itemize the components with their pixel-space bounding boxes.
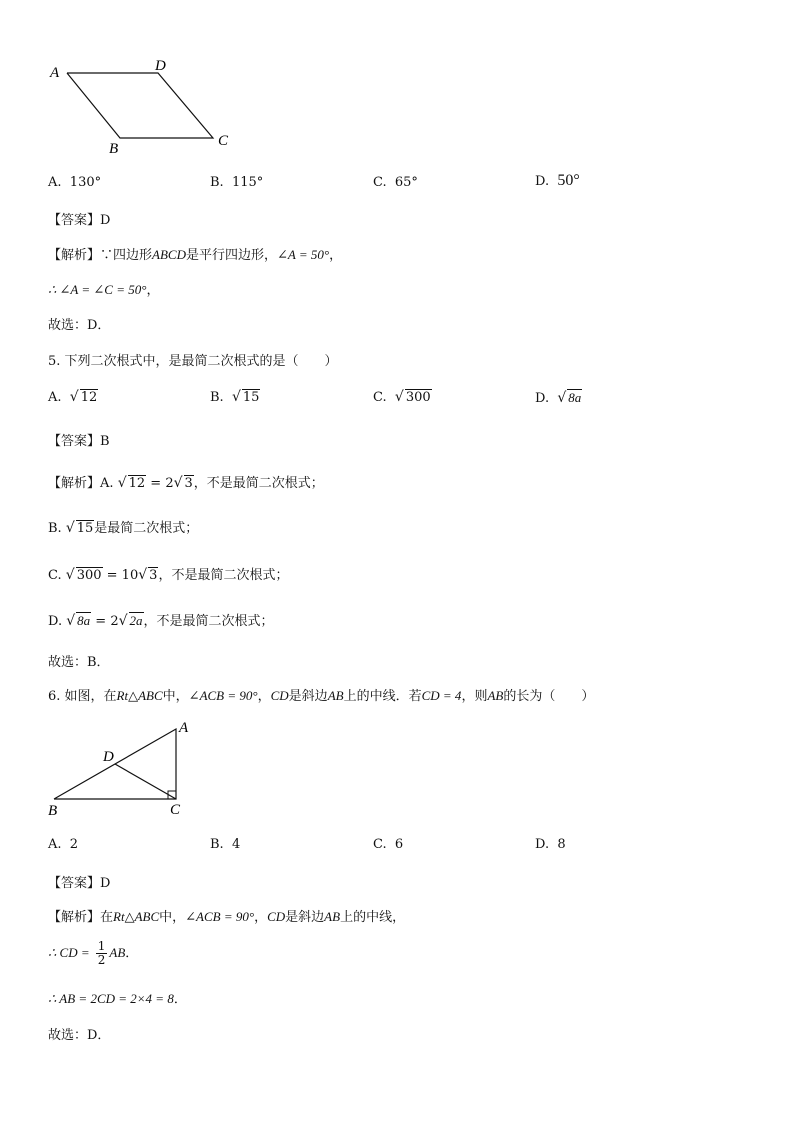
option-letter: D. bbox=[535, 174, 550, 189]
fraction bbox=[96, 940, 108, 967]
text: 中， bbox=[159, 910, 186, 925]
vertex-label-b: B bbox=[109, 141, 119, 157]
option-letter: C. bbox=[373, 837, 387, 852]
q6-option-d bbox=[535, 837, 566, 852]
fraction-denominator: 2 bbox=[97, 953, 106, 967]
text: 6. 如图，在 bbox=[48, 689, 117, 704]
vertex-label-b: B bbox=[48, 803, 58, 819]
vertex-label-d: D bbox=[103, 749, 114, 765]
text: A. bbox=[100, 476, 114, 491]
fraction-numerator: 1 bbox=[97, 939, 106, 953]
math: AB bbox=[487, 688, 504, 703]
option-text: 115° bbox=[231, 175, 264, 190]
q6-conclusion: 故选：D． bbox=[48, 1028, 111, 1043]
q6-analysis-line2 bbox=[48, 940, 138, 967]
math: ∴ AB = 2CD = 2×4 = 8 bbox=[48, 991, 174, 1006]
text: B. bbox=[48, 521, 62, 536]
q5-option-a bbox=[48, 389, 98, 405]
text: 上的中线， bbox=[340, 910, 406, 925]
option-text: 65° bbox=[394, 175, 418, 190]
radical-sign: √ bbox=[557, 390, 567, 406]
radical-sign: √ bbox=[69, 389, 79, 405]
math: ∠A = 50° bbox=[277, 247, 330, 262]
text: ，则 bbox=[461, 689, 488, 704]
radicand: 12 bbox=[128, 476, 146, 491]
text: ，不是最简二次根式； bbox=[143, 614, 274, 629]
vertex-label-c: C bbox=[170, 802, 181, 818]
radical-sign: √ bbox=[173, 475, 183, 491]
text: ， bbox=[254, 910, 268, 925]
math: ∴ CD = bbox=[48, 945, 90, 960]
option-letter: A. bbox=[48, 175, 62, 190]
text: 是最简二次根式； bbox=[94, 521, 199, 536]
q4-option-b bbox=[210, 175, 263, 190]
text: 的长为（ ） bbox=[503, 689, 595, 704]
math: Rt△ABC bbox=[116, 688, 163, 703]
text: 是斜边 bbox=[288, 689, 328, 704]
text: ， bbox=[329, 248, 343, 263]
math: = 10 bbox=[106, 568, 139, 583]
radical-sign: √ bbox=[65, 520, 75, 536]
q6-option-a bbox=[48, 837, 78, 852]
parallelogram-figure bbox=[40, 55, 250, 160]
math: AB bbox=[109, 945, 126, 960]
math: ∠ACB = 90° bbox=[188, 688, 258, 703]
q4-conclusion: 故选：D． bbox=[48, 318, 111, 333]
q6-analysis-line1 bbox=[48, 906, 405, 925]
math: CD bbox=[267, 909, 286, 924]
q6-question bbox=[48, 685, 594, 704]
q4-option-d bbox=[535, 172, 580, 190]
parallelogram-edges bbox=[67, 73, 213, 138]
option-letter: B. bbox=[210, 175, 224, 190]
q5-analysis-c bbox=[48, 564, 288, 583]
radicand: 3 bbox=[184, 476, 193, 491]
q5-analysis-d bbox=[48, 610, 274, 629]
option-letter: B. bbox=[210, 390, 224, 405]
text: ， bbox=[146, 283, 160, 298]
radicand: 8a bbox=[77, 613, 91, 628]
text: ． bbox=[125, 946, 139, 961]
right-triangle-figure bbox=[40, 715, 210, 820]
q5-question: 5. 下列二次根式中，是最简二次根式的是（ ） bbox=[48, 354, 338, 369]
radical-sign: √ bbox=[231, 389, 241, 405]
text: 是斜边 bbox=[285, 910, 325, 925]
q4-answer: 【答案】D bbox=[48, 213, 111, 228]
vertex-label-c: C bbox=[218, 133, 229, 149]
option-letter: A. bbox=[48, 390, 62, 405]
math: CD bbox=[270, 688, 289, 703]
math: = 2 bbox=[150, 476, 174, 491]
analysis-tag: 【解析】 bbox=[48, 910, 101, 925]
q5-analysis-b bbox=[48, 517, 198, 536]
text: C. bbox=[48, 568, 62, 583]
radical-sign: √ bbox=[65, 567, 75, 583]
q5-option-d bbox=[535, 389, 582, 406]
option-letter: D. bbox=[535, 837, 550, 852]
analysis-tag: 【解析】 bbox=[48, 248, 101, 263]
math: Rt△ABC bbox=[113, 909, 160, 924]
q4-analysis-line1 bbox=[48, 244, 342, 263]
q5-conclusion: 故选：B． bbox=[48, 655, 110, 670]
math: AB bbox=[327, 688, 344, 703]
q4-option-a bbox=[48, 175, 101, 190]
text: D. bbox=[48, 614, 63, 629]
text: 上的中线．若 bbox=[343, 689, 422, 704]
vertex-label-d: D bbox=[155, 58, 166, 74]
q5-answer: 【答案】B bbox=[48, 434, 110, 449]
option-letter: C. bbox=[373, 175, 387, 190]
q6-option-c bbox=[373, 837, 403, 852]
vertex-label-a: A bbox=[50, 65, 60, 81]
math: ∴ ∠A = ∠C = 50° bbox=[48, 282, 147, 297]
text: 在 bbox=[100, 910, 114, 925]
radicand: 300 bbox=[405, 390, 431, 405]
option-text: 50° bbox=[557, 172, 580, 189]
parallelogram-shape bbox=[67, 73, 213, 138]
q6-analysis-line3 bbox=[48, 988, 187, 1007]
radical-sign: √ bbox=[394, 389, 404, 405]
math: = 2 bbox=[95, 614, 119, 629]
radical-sign: √ bbox=[117, 475, 127, 491]
q4-analysis-line2 bbox=[48, 279, 159, 298]
radical-sign: √ bbox=[118, 613, 128, 629]
option-text: 2 bbox=[69, 837, 79, 852]
text: ，不是最简二次根式； bbox=[158, 568, 289, 583]
math: ∠ACB = 90° bbox=[185, 909, 255, 924]
vertex-label-a: A bbox=[179, 720, 189, 736]
text: 是平行四边形， bbox=[185, 248, 277, 263]
text: ， bbox=[257, 689, 271, 704]
text: 中， bbox=[162, 689, 189, 704]
radicand: 15 bbox=[242, 390, 260, 405]
radical-sign: √ bbox=[138, 567, 148, 583]
option-letter: D. bbox=[535, 391, 550, 406]
math: CD = 4 bbox=[421, 688, 462, 703]
math: ABCD bbox=[152, 247, 186, 262]
median-cd bbox=[115, 764, 176, 799]
option-text: 6 bbox=[394, 837, 404, 852]
radicand: 12 bbox=[80, 390, 98, 405]
math: AB bbox=[324, 909, 341, 924]
radicand: 2a bbox=[129, 613, 143, 628]
text: ，不是最简二次根式； bbox=[193, 476, 324, 491]
q6-answer: 【答案】D bbox=[48, 876, 111, 891]
q5-option-b bbox=[210, 389, 260, 405]
option-text: 8 bbox=[557, 837, 566, 852]
radical-sign: √ bbox=[66, 613, 76, 629]
q4-option-c bbox=[373, 175, 418, 190]
text: ∵四边形 bbox=[100, 248, 153, 263]
option-text: 130° bbox=[69, 175, 102, 190]
option-letter: C. bbox=[373, 390, 387, 405]
q5-option-c bbox=[373, 389, 432, 405]
option-text: 4 bbox=[231, 837, 241, 852]
analysis-tag: 【解析】 bbox=[48, 476, 101, 491]
radicand: 8a bbox=[568, 390, 582, 405]
option-letter: A. bbox=[48, 837, 62, 852]
option-letter: B. bbox=[210, 837, 224, 852]
radicand: 15 bbox=[76, 521, 94, 536]
q6-option-b bbox=[210, 837, 240, 852]
q5-analysis-a bbox=[48, 472, 324, 491]
text: ． bbox=[173, 992, 187, 1007]
radicand: 3 bbox=[149, 568, 158, 583]
radicand: 300 bbox=[76, 568, 102, 583]
